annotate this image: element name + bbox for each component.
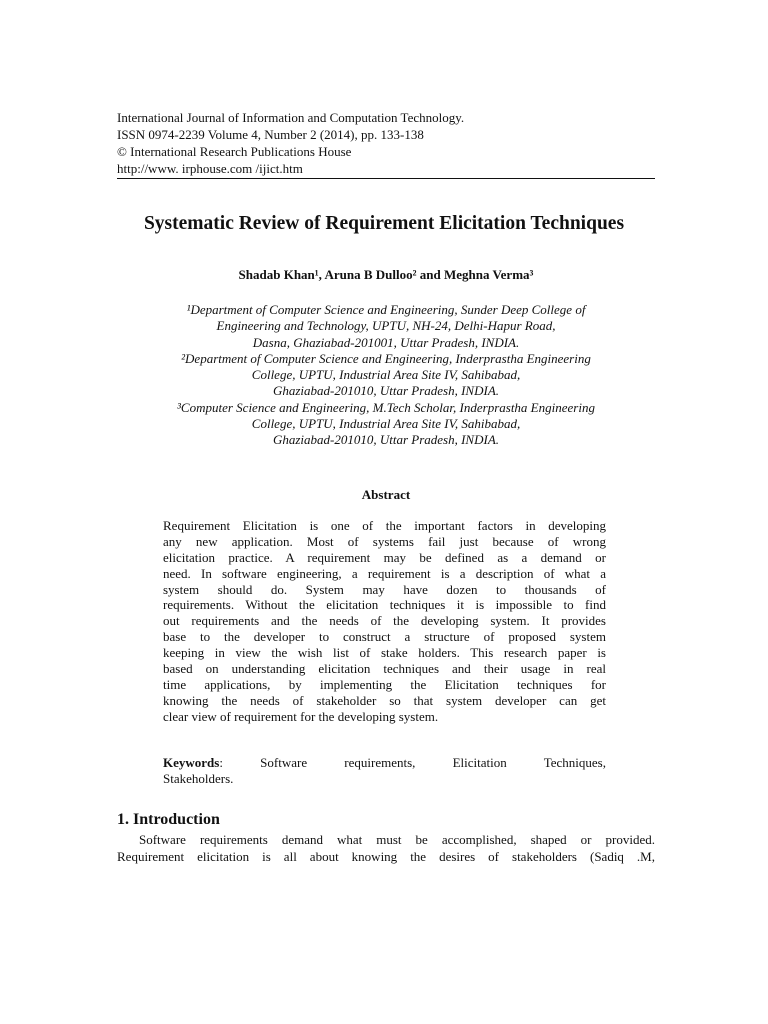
journal-publisher: © International Research Publications House	[117, 144, 352, 159]
abstract-line: requirements. Without the elicitation techniques it is impossible to find	[163, 597, 606, 613]
journal-url: http://www. irphouse.com /ijict.htm	[117, 161, 303, 176]
abstract-line: based on understanding elicitation techniques and their usage in real	[163, 661, 606, 677]
affiliation-line: Engineering and Technology, UPTU, NH-24, Delhi-Hapur Road,	[216, 318, 556, 334]
affiliation-line: College, UPTU, Industrial Area Site IV, Sahibabad,	[251, 416, 521, 432]
section-body	[117, 831, 655, 865]
abstract-line: need. In software engineering, a requirement is a description of what a	[163, 565, 606, 581]
affiliation-line: College, UPTU, Industrial Area Site IV, Sahibabad,	[251, 367, 521, 383]
keywords-line	[163, 755, 606, 771]
abstract-body	[163, 518, 606, 725]
keywords-block	[163, 755, 606, 787]
section-heading: 1. Introduction	[117, 811, 220, 828]
affiliation-line: ¹Department of Computer Science and Engineering, Sunder Deep College of	[186, 302, 586, 317]
abstract-line: any new application. Most of systems fail just because of wrong	[163, 533, 606, 549]
journal-issn: ISSN 0974-2239 Volume 4, Number 2 (2014), pp. 133-138	[117, 127, 424, 142]
abstract-line: Requirement Elicitation is one of the important factors in developing	[163, 518, 606, 533]
keywords-label: Keywords	[163, 755, 220, 770]
abstract-heading: Abstract	[361, 487, 411, 502]
abstract-line: clear view of requirement for the developing system.	[163, 708, 439, 724]
affiliation-line: Ghaziabad-201010, Uttar Pradesh, INDIA.	[272, 383, 500, 399]
affiliation-line: Ghaziabad-201010, Uttar Pradesh, INDIA.	[272, 432, 500, 448]
abstract-line: base to the developer to construct a structure of proposed system	[163, 629, 606, 645]
abstract-line: keeping in view the wish list of stake holders. This research paper is	[163, 645, 606, 661]
abstract-line: elicitation practice. A requirement may be defined as a demand or	[163, 549, 606, 565]
abstract-line: knowing the needs of stakeholder so that system developer can get	[163, 692, 606, 708]
abstract-line: out requirements and the needs of the developing system. It provides	[163, 613, 606, 629]
keywords-values: : Software requirements, Elicitation Techniques,	[219, 755, 606, 770]
abstract-line: system should do. System may have dozen to thousands of	[163, 581, 606, 597]
keywords-line: Stakeholders.	[163, 771, 234, 786]
affiliation-line: ³Computer Science and Engineering, M.Tech Scholar, Inderprastha Engineering	[177, 399, 595, 415]
header-divider	[117, 178, 655, 179]
author-affiliations	[117, 302, 655, 449]
journal-name: International Journal of Information and Computation Technology.	[117, 110, 465, 125]
journal-header	[117, 109, 655, 177]
affiliation-line: ²Department of Computer Science and Engineering, Inderprastha Engineering	[181, 350, 591, 366]
paper-authors: Shadab Khan¹, Aruna B Dulloo² and Meghna Verma³	[238, 267, 534, 282]
body-line: Software requirements demand what must be accomplished, shaped or provided.	[139, 832, 655, 847]
paper-title: Systematic Review of Requirement Elicitation Techniques	[143, 213, 625, 234]
abstract-line: time applications, by implementing the Elicitation techniques for	[163, 676, 606, 692]
body-line: Requirement elicitation is all about knowing the desires of stakeholders (Sadiq .M,	[117, 849, 655, 864]
affiliation-line: Dasna, Ghaziabad-201001, Uttar Pradesh, INDIA.	[252, 334, 520, 350]
